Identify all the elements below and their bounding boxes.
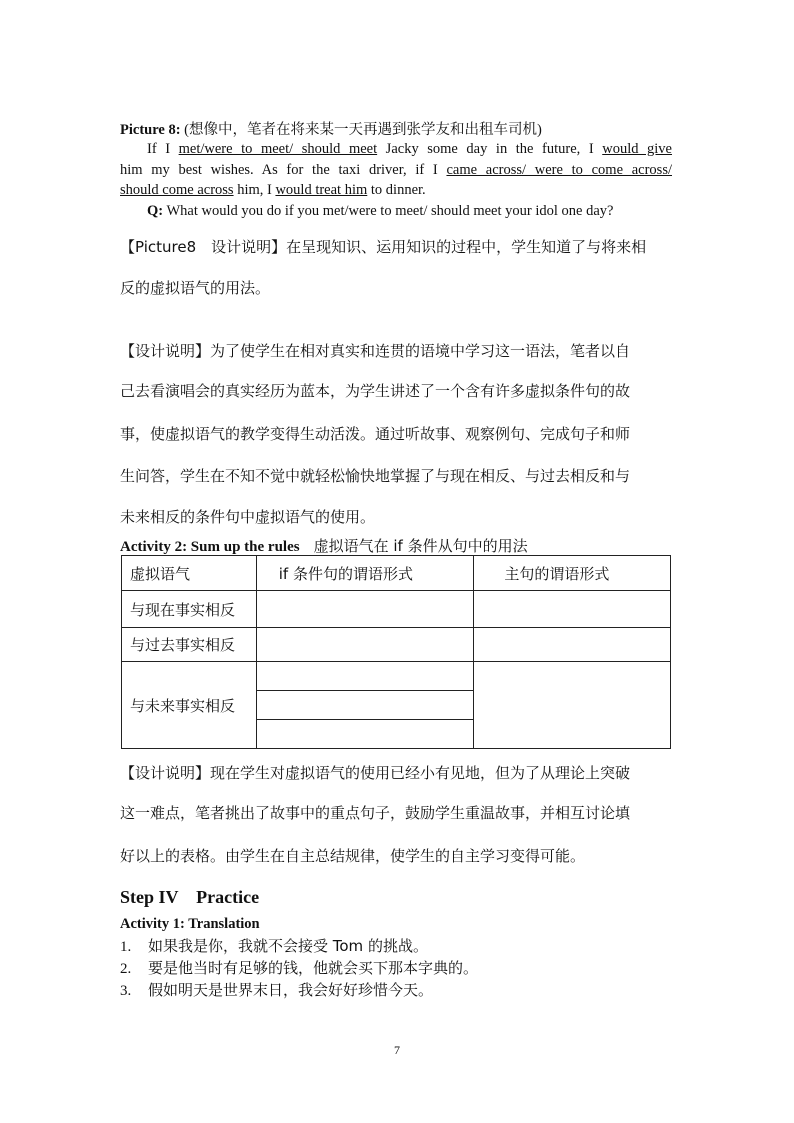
design-note-2-line: 事，使虚拟语气的教学变得生动活泼。通过听故事、观察例句、完成句子和师 (120, 425, 631, 443)
picture8-caption: (想像中，笔者在将来某一天再遇到张学友和出租车司机) (180, 122, 542, 138)
activity2-subtitle: 虚拟语气在 if 条件从句中的用法 (313, 537, 528, 555)
table-blank-cell[interactable] (474, 628, 671, 662)
table-header-cell: 虚拟语气 (122, 556, 257, 591)
table-row (122, 628, 671, 662)
table-header-cell: 主句的谓语形式 (474, 556, 671, 591)
design-note-3-line: 这一难点，笔者挑出了故事中的重点句子，鼓励学生重温故事，并相互讨论填 (120, 804, 631, 822)
translation-list (120, 935, 478, 1001)
table-blank-cell[interactable] (474, 662, 671, 749)
picture8-story-line-3: should come across him, I would treat him to dinner. (120, 182, 426, 198)
design-note-3-line: 好以上的表格。由学生在自主总结规律，使学生的自主学习变得可能。 (120, 847, 586, 865)
picture8-story-line-1: If I met/were to meet/ should meet Jacky some day in the future, I would give (147, 141, 672, 157)
design-note-3-line: 【设计说明】现在学生对虚拟语气的使用已经小有见地，但为了从理论上突破 (120, 764, 631, 782)
design-note-2-line: 生问答，学生在不知不觉中就轻松愉快地掌握了与现在相反、与过去相反和与 (120, 467, 631, 485)
picture8-story-line-2: him my best wishes. As for the taxi driver, if I came across/ were to come across/ (120, 162, 672, 178)
picture8-question: Q: What would you do if you met/were to meet/ should meet your idol one day? (147, 203, 614, 219)
underlined-answer: would treat him (275, 182, 368, 198)
table-row-label: 与未来事实相反 (122, 662, 257, 749)
table-row (122, 591, 671, 628)
step4-title: Step IV Practice (120, 887, 260, 907)
design-note-2-line: 己去看演唱会的真实经历为蓝本，为学生讲述了一个含有许多虚拟条件句的故 (120, 382, 631, 400)
underlined-answer: would give (602, 141, 672, 157)
table-header-row (122, 556, 671, 591)
table-blank-cell[interactable] (474, 591, 671, 628)
table-blank-cell[interactable] (257, 691, 474, 720)
underlined-answer: met/were to meet/ should meet (178, 141, 378, 157)
underlined-answer: should come across (120, 182, 234, 198)
design-note-2-line: 未来相反的条件句中虚拟语气的使用。 (120, 508, 376, 526)
table-blank-cell[interactable] (256, 628, 474, 662)
underlined-answer: came across/ were to come across/ (446, 162, 672, 178)
picture8-heading (120, 118, 672, 139)
table-blank-cell[interactable] (256, 591, 474, 628)
design-note-2-line: 【设计说明】为了使学生在相对真实和连贯的语境中学习这一语法，笔者以自 (120, 342, 631, 360)
table-blank-cell[interactable] (257, 662, 474, 691)
table-split-cell (256, 662, 474, 749)
table-blank-cell[interactable] (257, 720, 474, 748)
design-note-1-line-2: 反的虚拟语气的用法。 (120, 279, 271, 297)
list-item: 3. 假如明天是世界末日，我会好好珍惜今天。 (120, 981, 434, 999)
table-header-cell: if 条件句的谓语形式 (256, 556, 474, 591)
table-row (122, 662, 671, 749)
table-row-label: 与现在事实相反 (122, 591, 257, 628)
list-item: 1. 如果我是你，我就不会接受 Tom 的挑战。 (120, 937, 428, 955)
table-row-label: 与过去事实相反 (122, 628, 257, 662)
activity2-heading (120, 535, 528, 556)
picture8-label: Picture 8: (120, 122, 181, 138)
rules-table (121, 555, 671, 749)
design-note-1-line-1: 【Picture8 设计说明】在呈现知识、运用知识的过程中，学生知道了与将来相 (120, 238, 647, 256)
page-number: 7 (394, 1043, 400, 1057)
activity2-title: Activity 2: Sum up the rules (120, 539, 300, 555)
list-item: 2. 要是他当时有足够的钱，他就会买下那本字典的。 (120, 959, 479, 977)
activity1-title: Activity 1: Translation (120, 916, 260, 932)
